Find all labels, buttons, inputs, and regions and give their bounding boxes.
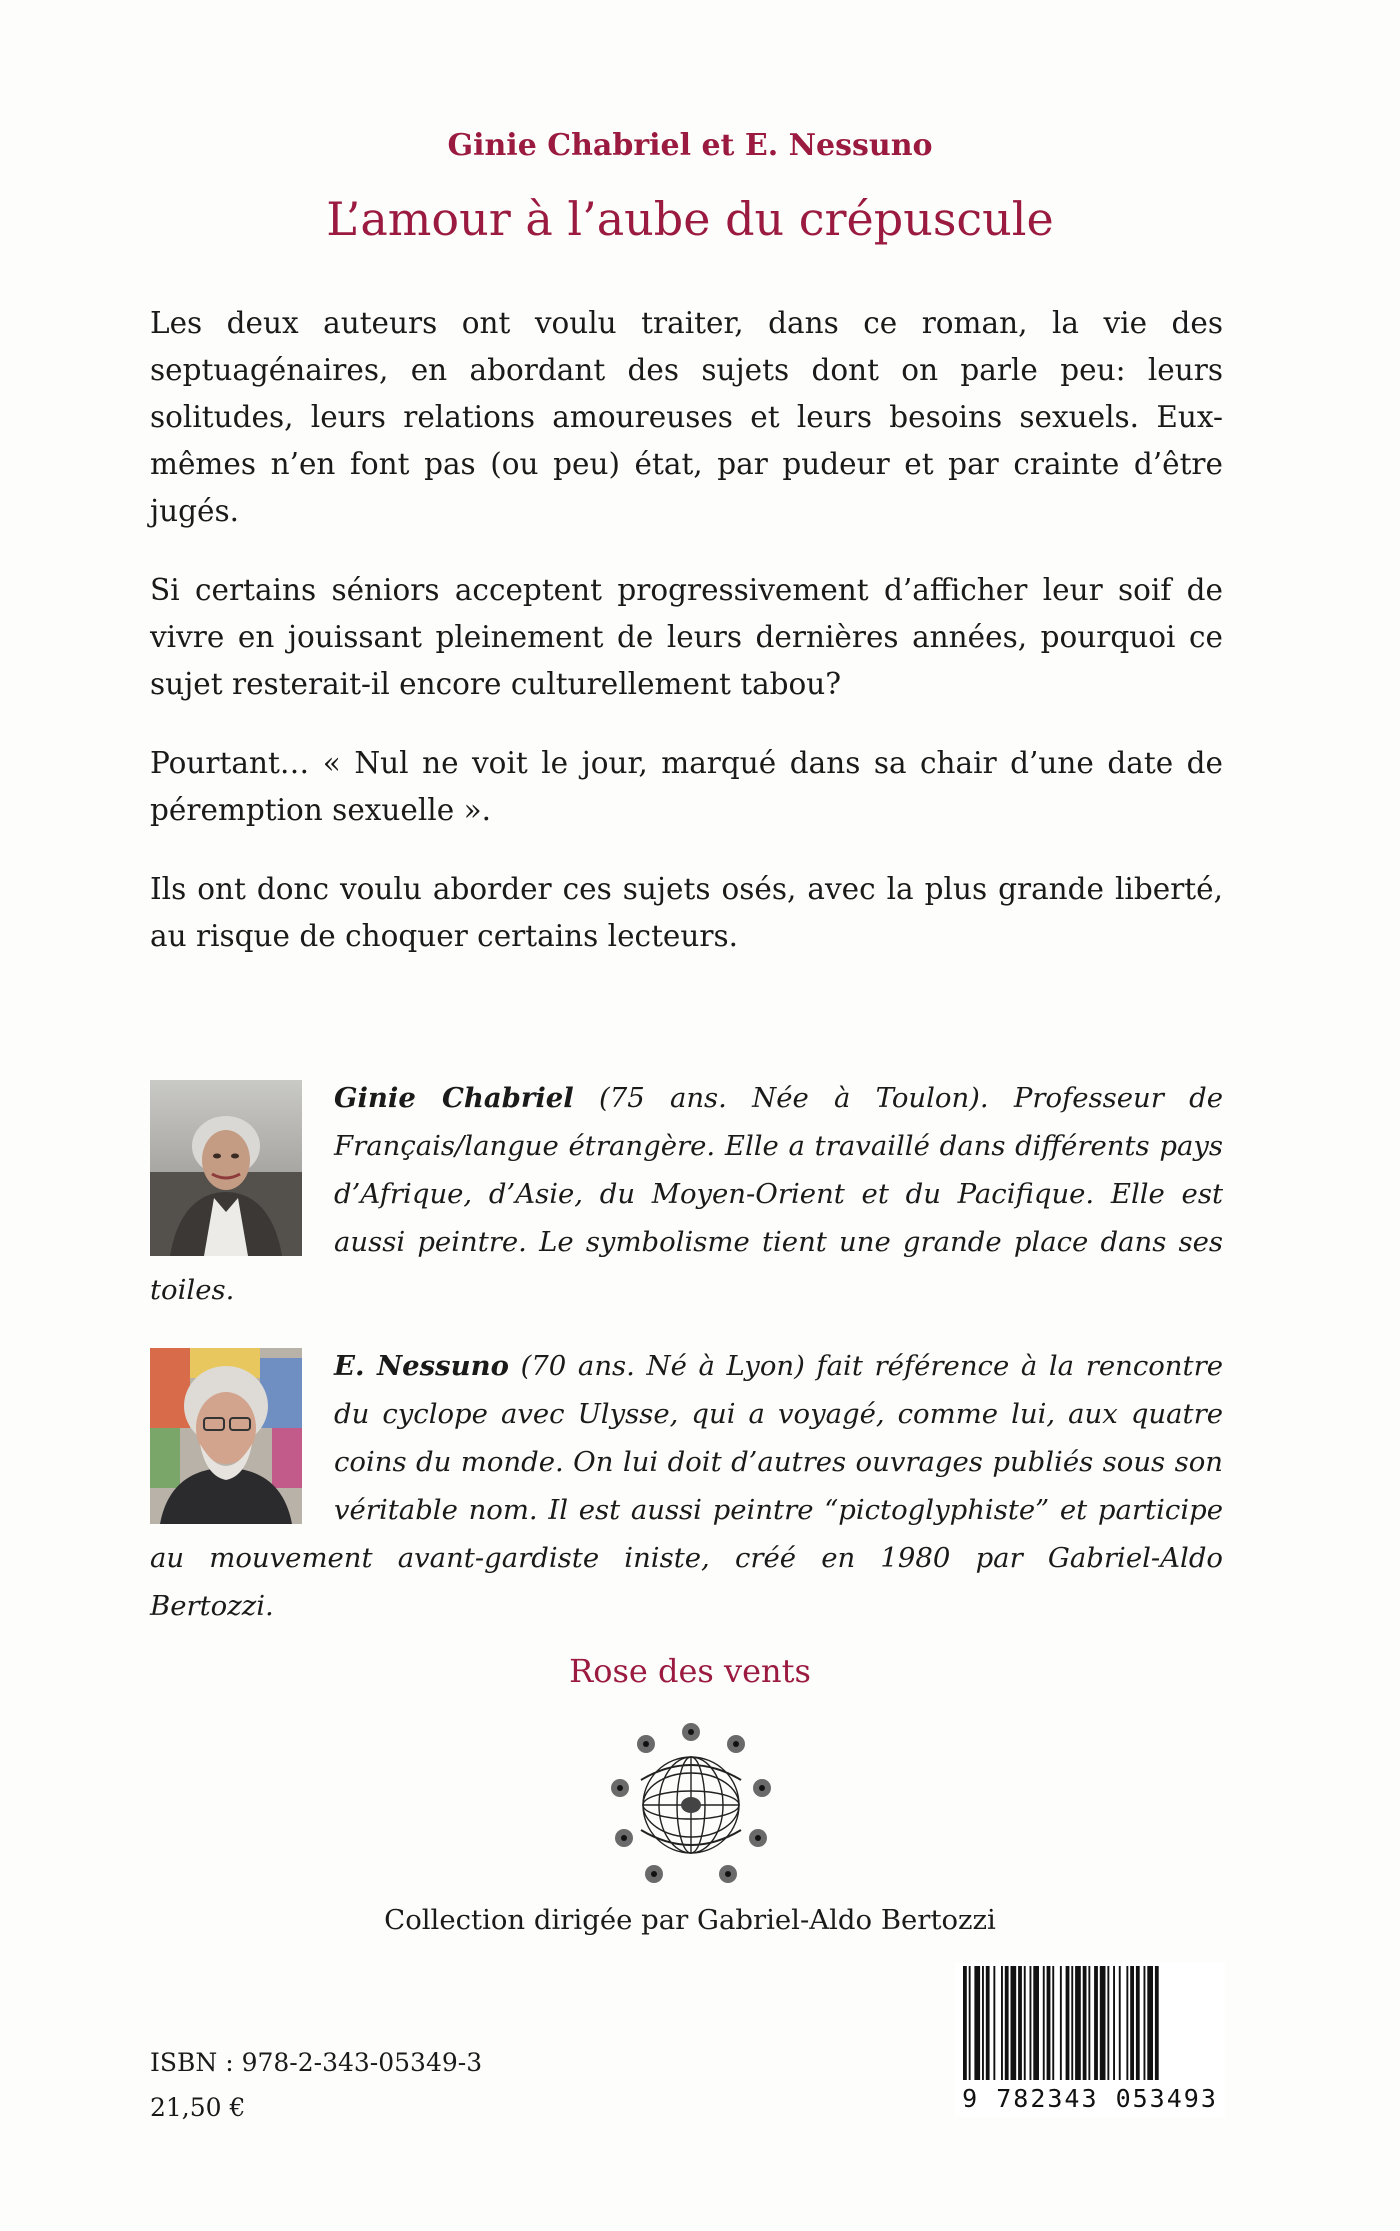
author-name: Ginie Chabriel: [334, 1082, 574, 1114]
collection-name: Rose des vents: [569, 1652, 811, 1690]
isbn: ISBN : 978-2-343-05349-3: [150, 2048, 483, 2077]
barcode-bar: [1066, 1966, 1070, 2080]
barcode-bar: [1155, 1966, 1159, 2080]
barcode-bars: [955, 1962, 1225, 2084]
author-bio-chabriel: [150, 1074, 1223, 1314]
barcode-bar: [1043, 1966, 1045, 2080]
barcode-bar: [1033, 1966, 1039, 2080]
barcode-bar: [1147, 1966, 1153, 2080]
barcode-bar: [1005, 1966, 1009, 2080]
blurb-paragraph: Ils ont donc voulu aborder ces sujets osés, avec la plus grande liberté, au risque de choquer certains lecteurs.: [150, 872, 1223, 953]
barcode-bar: [1030, 1966, 1032, 2080]
barcode-bar: [1071, 1966, 1073, 2080]
book-title: L’amour à l’aube du crépuscule: [326, 192, 1054, 246]
barcode-number: 9 782343 053493: [962, 2084, 1218, 2113]
barcode: [955, 1962, 1225, 2117]
barcode-bar: [1094, 1966, 1098, 2080]
barcode-bar: [1126, 1966, 1128, 2080]
barcode-bar: [1024, 1966, 1026, 2080]
author-bio-text: (70 ans. Né à Lyon) fait référence à la rencontre du cyclope avec Ulysse, qui a voyagé, comme lui, aux quatre coins du monde. On lui doit d’autres ouvrages publiés sous son véritable nom. Il est aussi peintre “pictoglyphiste” et participe au mouvement avant-gardiste iniste, créé en 1980 par Gabriel-Aldo Bertozzi.: [150, 1350, 1223, 1622]
price: 21,50 €: [150, 2093, 246, 2122]
authors-heading: Ginie Chabriel et E. Nessuno: [447, 128, 933, 163]
blurb-paragraph: Si certains séniors acceptent progressivement d’afficher leur soif de vivre en jouissant pleinement de leurs dernières années, pourquoi ce sujet resterait-il encore culturellement tabou?: [150, 573, 1223, 701]
barcode-bar: [1011, 1966, 1017, 2080]
blurb: [150, 300, 1223, 992]
barcode-bar: [1001, 1966, 1003, 2080]
barcode-bar: [1119, 1966, 1121, 2080]
barcode-bar: [1107, 1966, 1109, 2080]
collection-logo-globe-icon: [596, 1710, 786, 1900]
barcode-bar: [1083, 1966, 1087, 2080]
blurb-paragraph: Les deux auteurs ont voulu traiter, dans ce roman, la vie des septuagénaires, en abordant des sujets dont on parle peu: leurs solitudes, leurs relations amoureuses et leurs besoins sexuels. Eux-mêmes n’en font pas (ou peu) état, par pudeur et par crainte d’être jugés.: [150, 306, 1223, 528]
barcode-bar: [1047, 1966, 1051, 2080]
author-name: E. Nessuno: [334, 1350, 509, 1382]
barcode-bar: [1075, 1966, 1081, 2080]
author-bio-nessuno: [150, 1342, 1223, 1630]
barcode-bar: [1113, 1966, 1115, 2080]
collection-director: Collection dirigée par Gabriel-Aldo Bertozzi: [384, 1904, 996, 1936]
barcode-bar: [982, 1966, 984, 2080]
author-bio-text: (75 ans. Née à Toulon). Professeur de Français/langue étrangère. Elle a travaillé dans différents pays d’Afrique, d’Asie, du Moyen-Orient et du Pacifique. Elle est aussi peintre. Le symbolisme tient une grande place dans ses toiles.: [150, 1082, 1224, 1306]
author-photo-nessuno: [150, 1348, 302, 1524]
barcode-bar: [1100, 1966, 1106, 2080]
barcode-bar: [1088, 1966, 1090, 2080]
barcode-bar: [1018, 1966, 1022, 2080]
barcode-bar: [1060, 1966, 1062, 2080]
barcode-bar: [1130, 1966, 1134, 2080]
blurb-paragraph: Pourtant… « Nul ne voit le jour, marqué dans sa chair d’une date de péremption sexuelle ».: [150, 746, 1223, 827]
barcode-bar: [993, 1966, 995, 2080]
barcode-bar: [986, 1966, 990, 2080]
barcode-bar: [1144, 1966, 1146, 2080]
barcode-bar: [969, 1966, 971, 2080]
barcode-bar: [1136, 1966, 1140, 2080]
barcode-bar: [974, 1966, 980, 2080]
barcode-bar: [963, 1966, 967, 2080]
author-photo-chabriel: [150, 1080, 302, 1256]
barcode-bar: [1052, 1966, 1054, 2080]
